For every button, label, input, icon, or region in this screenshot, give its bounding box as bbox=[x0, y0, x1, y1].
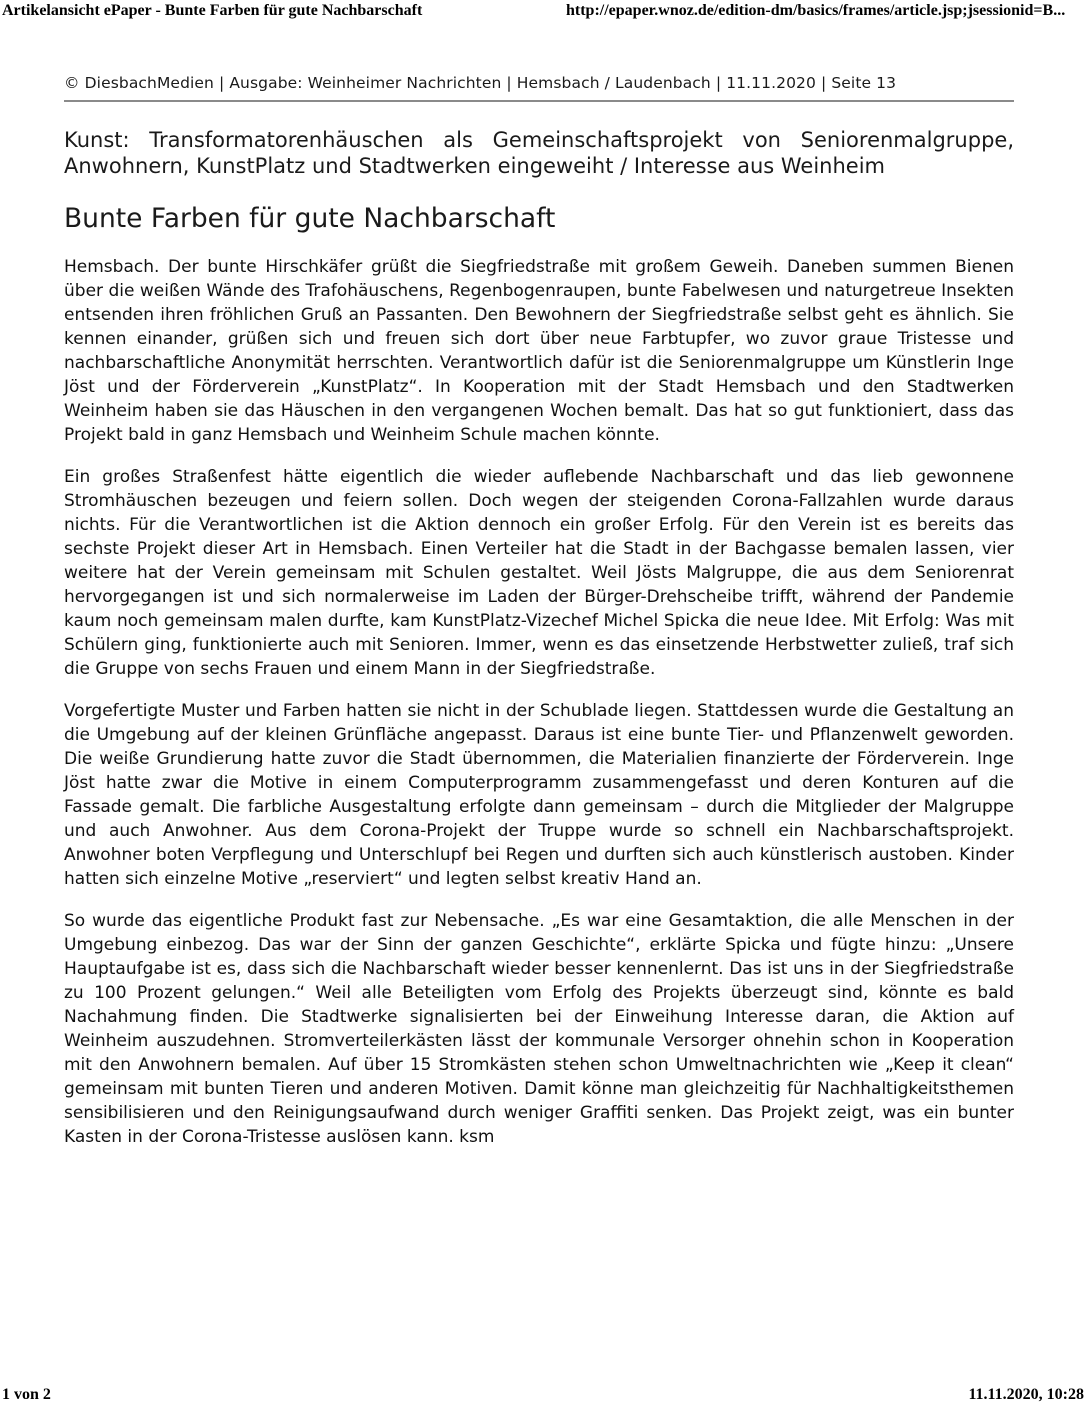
print-page-title: Artikelansicht ePaper - Bunte Farben für gute Nachbarschaft bbox=[2, 2, 423, 19]
article-paragraph: Vorgefertigte Muster und Farben hatten sie nicht in der Schublade liegen. Stattdessen wurde die Gestaltung an die Umgebung auf der kleinen Grünfläche angepasst. Daraus ist eine bunte Tier- und Pflanzenwelt geworden. Die weiße Grundierung hatte zuvor die Stadt übernommen, die Materialien finanzierte der Förderverein. Inge Jöst hatte zwar die Motive in einem Computerprogramm zusammengefasst und deren Konturen auf die Fassade gemalt. Die farbliche Ausgestaltung erfolgte dann gemeinsam – durch die Mitglieder der Malgruppe und auch Anwohner. Aus dem Corona-Projekt der Truppe wurde so schnell ein Nachbarschaftsprojekt. Anwohner boten Verpflegung und Unterschlupf bei Regen und durften sich auch künstlerisch austoben. Kinder hatten sich einzelne Motive „reserviert“ und legten selbst kreativ Hand an. bbox=[64, 701, 1014, 889]
article-meta-line: © DiesbachMedien | Ausgabe: Weinheimer Nachrichten | Hemsbach / Laudenbach | 11.11.2020 | Seite 13 bbox=[64, 72, 1014, 102]
article-paragraph: Ein großes Straßenfest hätte eigentlich die wieder auflebende Nachbarschaft und das lieb gewonnene Stromhäuschen bezeugen und feiern sollen. Doch wegen der steigenden Corona-Fallzahlen wurde daraus nichts. Für die Verantwortlichen ist die Aktion dennoch ein großer Erfolg. Für den Verein ist es bereits das sechste Projekt dieser Art in Hemsbach. Einen Verteiler hat die Stadt in der Bachgasse bemalen lassen, vier weitere hat der Verein gemeinsam mit Schulen gestaltet. Weil Jösts Malgruppe, die aus dem Seniorenrat hervorgegangen ist und sich normalerweise im Laden der Bürger-Drehscheibe trifft, während der Pandemie kaum noch gemeinsam malen durfte, kam KunstPlatz-Vizechef Michel Spicka die neue Idee. Mit Erfolg: Was mit Schülern ging, funktionierte auch mit Senioren. Immer, wenn es das einsetzende Herbstwetter zuließ, traf sich die Gruppe von sechs Frauen und einem Mann in der Siegfriedstraße. bbox=[64, 467, 1014, 679]
article-kicker: Kunst: Transformatorenhäuschen als Gemeinschaftsprojekt von Seniorenmalgruppe, Anwohnern, KunstPlatz und Stadtwerken eingeweiht / Interesse aus Weinheim bbox=[64, 128, 1014, 178]
print-datetime: 11.11.2020, 10:28 bbox=[968, 1386, 1084, 1403]
print-page-number: 1 von 2 bbox=[2, 1386, 51, 1403]
article-paragraph: Hemsbach. Der bunte Hirschkäfer grüßt die Siegfriedstraße mit großem Geweih. Daneben summen Bienen über die weißen Wände des Trafohäuschens, Regenbogenraupen, bunte Fabelwesen und naturgetreue Insekten entsenden ihren fröhlichen Gruß an Passanten. Den Bewohnern der Siegfriedstraße selbst geht es ähnlich. Sie kennen einander, grüßen sich und freuen sich dort über neue Farbtupfer, wo zuvor graue Tristesse und nachbarschaftliche Anonymität herrschten. Verantwortlich dafür ist die Seniorenmalgruppe um Künstlerin Inge Jöst und der Förderverein „KunstPlatz“. In Kooperation mit der Stadt Hemsbach und den Stadtwerken Weinheim haben sie das Häuschen in den vergangenen Wochen bemalt. Das hat so gut funktioniert, dass das Projekt bald in ganz Hemsbach und Weinheim Schule machen könnte. bbox=[64, 257, 1014, 445]
print-page-url: http://epaper.wnoz.de/edition-dm/basics/frames/article.jsp;jsessionid=B... bbox=[566, 2, 1066, 19]
article-paragraph: So wurde das eigentliche Produkt fast zur Nebensache. „Es war eine Gesamtaktion, die alle Menschen in der Umgebung einbezog. Das war der Sinn der ganzen Geschichte“, erklärte Spicka und fügte hinzu: „Unsere Hauptaufgabe ist es, dass sich die Nachbarschaft wieder besser kennenlernt. Das ist uns in der Siegfriedstraße zu 100 Prozent gelungen.“ Weil alle Beteiligten vom Erfolg des Projekts überzeugt sind, könnte es bald Nachahmung finden. Die Stadtwerke signalisierten bei der Einweihung Interesse daran, die Aktion auf Weinheim auszudehnen. Stromverteilerkästen lässt der kommunale Versorger ohnehin schon in Kooperation mit den Anwohnern bemalen. Auf über 15 Stromkästen stehen schon Umweltnachrichten wie „Keep it clean“ gemeinsam mit bunten Tieren und anderen Motiven. Damit könne man gleichzeitig für Nachhaltigkeitsthemen sensibilisieren und den Reinigungsaufwand durch weniger Graffiti senken. Das Projekt zeigt, was ein bunter Kasten in der Corona-Tristesse auslösen kann. ksm bbox=[64, 911, 1014, 1147]
article-container bbox=[64, 72, 1014, 1167]
article-body bbox=[64, 255, 1014, 1149]
article-headline: Bunte Farben für gute Nachbarschaft bbox=[64, 203, 556, 234]
